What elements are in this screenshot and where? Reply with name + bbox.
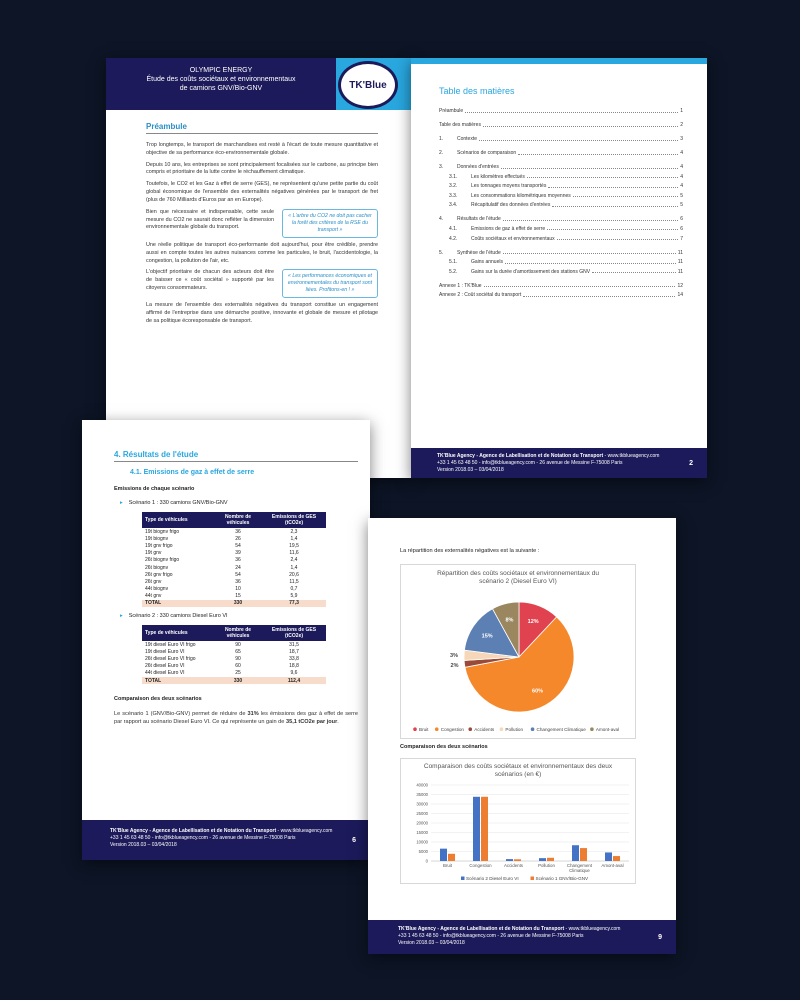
toc-entry-label: Annexe 2 : Coût sociétal du transport — [439, 292, 522, 299]
toc-entry[interactable] — [439, 183, 683, 189]
toc-entry-number: 3.4. — [449, 202, 458, 209]
toc-entry-page: 7 — [680, 235, 683, 242]
pie-chart-box — [400, 564, 636, 739]
toc-entry-number: 3. — [439, 164, 444, 170]
toc-entry[interactable] — [439, 150, 683, 156]
footer-website: - www.tkblueagency.com — [276, 828, 333, 834]
table-row — [142, 663, 326, 670]
toc-entry-label: Gains annuels — [471, 259, 503, 266]
daily-gain: 35,1 tCO2e par jour — [285, 719, 338, 726]
cell-emissions: 11,5 — [289, 578, 299, 585]
footer-contact: +33 1 45 63 48 50 - info@tkblueagency.com - 26 avenue de Messine F-75008 Paris — [398, 932, 584, 939]
cell-emissions: 11,6 — [289, 550, 299, 557]
x-tick-label: Amont-aval — [601, 863, 624, 868]
cell-emissions: 33,8 — [289, 656, 299, 663]
section-heading-resultats: 4. Résultats de l'étude — [114, 450, 358, 462]
cell-vehicle-type: 19t gnv — [145, 550, 162, 557]
cell-emissions: 2,4 — [290, 557, 298, 564]
toc-dot-leader — [503, 250, 676, 255]
toc-entry-page: 2 — [680, 122, 683, 128]
cell-total-label: TOTAL — [142, 600, 214, 607]
toc-entry[interactable] — [439, 108, 683, 114]
cell-emissions: 18,7 — [289, 648, 299, 655]
section-heading-preambule: Préambule — [146, 122, 378, 134]
toc-entry-number: 5.1. — [449, 259, 458, 266]
tkblue-logo — [338, 61, 398, 109]
x-tick-label: Climatique — [569, 868, 590, 873]
cell-emissions: 2,3 — [290, 528, 298, 535]
table-row — [142, 528, 326, 535]
toc-entry-label: Scénarios de comparaison — [457, 150, 517, 156]
bullet-arrow-icon: ▸ — [120, 613, 123, 620]
pie-slice-label: 60% — [532, 688, 544, 695]
cell-total-count: 330 — [214, 600, 262, 607]
bar — [481, 797, 488, 861]
toc-dot-leader — [548, 183, 678, 188]
toc-entry[interactable] — [439, 193, 683, 199]
toc-top-bar — [411, 58, 707, 64]
page-resultats — [82, 420, 370, 860]
toc-dot-leader — [484, 283, 676, 288]
col-header-emissions: Emissions de GES (tCO2e) — [262, 625, 326, 641]
legend-swatch — [531, 877, 535, 881]
y-tick-label: 35000 — [416, 792, 428, 797]
col-header-count: Nombre de véhicules — [214, 512, 262, 528]
toc-entry[interactable] — [439, 292, 683, 298]
col-header-count: Nombre de véhicules — [214, 625, 262, 641]
cell-vehicle-type: 19t biognv — [145, 535, 169, 542]
toc-dot-leader — [501, 164, 678, 169]
footer — [411, 448, 707, 478]
pie-slice-label: 2% — [450, 663, 459, 670]
toc-dot-leader — [523, 292, 675, 297]
y-tick-label: 10000 — [416, 839, 428, 845]
x-tick-label: Bruit — [442, 863, 453, 868]
toc-entry[interactable] — [439, 216, 683, 222]
legend-label: Accidents — [474, 727, 495, 732]
cell-vehicle-count: 90 — [235, 656, 241, 663]
cell-vehicle-count: 25 — [235, 670, 241, 677]
cell-vehicle-count: 54 — [235, 542, 241, 549]
emissions-table-scenario-1 — [142, 512, 326, 607]
toc-entry-label: Synthèse de l'étude — [457, 249, 501, 256]
cell-vehicle-count: 65 — [235, 648, 241, 655]
table-row — [142, 655, 326, 662]
preambule-para-7: La mesure de l'ensemble des externalités négatives du transport constitue un engagement affirmé de l'entreprise dans une démarche positive, innovante et globale de mesure et pilotage de sa politique écoresponsable de transport. — [146, 302, 378, 325]
toc-entry-label: Annexe 1 : TK'Blue — [439, 282, 482, 289]
toc-entry-label: Les consommations kilométriques moyennes — [471, 192, 571, 199]
toc-entry[interactable] — [439, 269, 683, 275]
reduction-percent: 31% — [247, 711, 259, 718]
comparison-text-part: Le scénario 1 (GNV/Bio-GNV) permet de réduire de — [114, 711, 248, 718]
bar — [448, 854, 455, 861]
toc-entry-label: Contexte — [457, 136, 478, 142]
legend-label: Pollution — [505, 727, 524, 732]
toc-entry-page: 11 — [677, 268, 683, 275]
x-tick-label: Pollution — [538, 863, 555, 868]
toc-entry-number: 4.1. — [449, 225, 458, 232]
cell-total-emissions: 77,3 — [262, 600, 326, 607]
toc-entry[interactable] — [439, 236, 683, 242]
cell-vehicle-type: 44t gnv — [145, 593, 162, 600]
comparison-text-part: les émissions des gaz à effet de serre par rapport au scénario Diesel Euro VI. Ce qui représente un gain de — [114, 711, 358, 726]
pie-chart — [401, 565, 637, 740]
toc-entry[interactable] — [439, 122, 683, 128]
intro-text: La répartition des externalités négatives est la suivante : — [400, 548, 540, 554]
pie-legend — [413, 727, 619, 732]
toc-entry-number: 3.2. — [449, 183, 458, 190]
quote-performance: « Les performances économiques et environnementales du transport sont liées. Profitons-en ! » — [282, 269, 378, 298]
footer-agency: TK'Blue Agency - Agence de Labellisation et de Notation du Transport — [437, 453, 604, 459]
toc-entry[interactable] — [439, 202, 683, 208]
cell-vehicle-count: 10 — [235, 586, 241, 593]
toc-heading: Table des matières — [439, 86, 515, 96]
legend-swatch — [590, 727, 594, 731]
table-row — [142, 571, 326, 578]
x-tick-label: Accidents — [503, 863, 524, 868]
toc-dot-leader — [552, 202, 678, 207]
cell-emissions: 20,6 — [289, 571, 299, 578]
cell-vehicle-type: 19t biognv frigo — [145, 528, 180, 535]
bar — [514, 859, 521, 861]
scenario-2-text: Scénario 2 : 330 camions Diesel Euro VI — [128, 613, 228, 620]
scenario-1-label — [120, 500, 358, 506]
pie-slice-label: 3% — [450, 652, 459, 659]
toc-entry-label: Coûts sociétaux et environnementaux — [471, 235, 555, 242]
toc-entry-number: 4. — [439, 216, 444, 223]
toc-entry[interactable] — [439, 136, 683, 142]
toc-entry-page: 5 — [680, 202, 683, 209]
cell-vehicle-type: 26t gnv — [145, 578, 162, 585]
toc-entry[interactable] — [439, 164, 683, 170]
cell-vehicle-type: 44t diesel Euro VI — [145, 670, 185, 677]
toc-entry-label: Préambule — [439, 108, 464, 114]
toc-dot-leader — [479, 136, 678, 141]
bar — [605, 852, 612, 861]
toc-entry-label: Table des matières — [439, 122, 481, 128]
cell-vehicle-type: 19t diesel Euro VI — [145, 648, 185, 655]
comparison-text — [114, 710, 358, 726]
table-total-row — [142, 600, 326, 607]
toc-dot-leader — [518, 150, 678, 155]
footer-contact: +33 1 45 63 48 50 - info@tkblueagency.com - 26 avenue de Messine F-75008 Paris — [110, 834, 296, 841]
sub-heading-ges: 4.1. Emissions de gaz à effet de serre — [130, 469, 255, 476]
toc-entry-number: 5. — [439, 249, 444, 256]
table-row — [142, 564, 326, 571]
cell-vehicle-count: 24 — [235, 564, 241, 571]
toc-dot-leader — [465, 108, 678, 113]
preambule-para-3: Toutefois, le CO2 et les Gaz à effet de serre (GES), ne représentent qu'une petite partie du coût global économique de l'ensemble des externalités négatives générées par le transport de fret (plus de 760 Milliards d'Euros par an en Europe). — [146, 181, 378, 203]
footer-contact: +33 1 45 63 48 50 - info@tkblueagency.com - 26 avenue de Messine F-75008 Paris — [437, 459, 623, 466]
pie-slice-label: 8% — [505, 617, 514, 624]
bar — [572, 845, 579, 861]
table-row — [142, 550, 326, 557]
toc-dot-leader — [547, 226, 678, 231]
toc-entry-page: 4 — [680, 150, 683, 156]
cell-vehicle-count: 60 — [235, 663, 241, 670]
cell-emissions: 1,4 — [290, 564, 298, 571]
comparison-text-part: . — [337, 719, 339, 726]
toc-entry[interactable] — [439, 259, 683, 265]
legend-swatch — [531, 727, 535, 731]
toc-entry-label: Données d'entrées — [457, 164, 499, 170]
toc-entry[interactable] — [439, 174, 683, 180]
toc-entry-page: 6 — [680, 216, 683, 223]
page-number: 2 — [689, 460, 693, 467]
scenario-2-label — [120, 613, 358, 619]
table-row — [142, 586, 326, 593]
cell-vehicle-count: 15 — [235, 593, 241, 600]
toc-entry-page: 11 — [677, 259, 683, 266]
legend-swatch — [413, 727, 417, 731]
toc-entry-page: 12 — [677, 282, 683, 289]
toc-entry-number: 3.1. — [449, 173, 458, 180]
footer — [82, 820, 370, 860]
footer-version: Version 2018.03 – 03/04/2018 — [110, 841, 177, 848]
y-tick-label: 30000 — [416, 801, 428, 807]
x-tick-label: Changement — [566, 863, 593, 868]
cell-vehicle-type: 26t gnv frigo — [145, 571, 173, 578]
cell-vehicle-type: 26t diesel Euro VI — [145, 663, 185, 670]
toc-entry-number: 4.2. — [449, 235, 458, 242]
table-row — [142, 648, 326, 655]
cell-vehicle-count: 36 — [235, 578, 241, 585]
toc-entry[interactable] — [439, 283, 683, 289]
table-row — [142, 670, 326, 677]
toc-entry-number: 1. — [439, 136, 444, 142]
toc-entry-label: Résultats de l'étude — [457, 216, 501, 223]
footer-agency: TK'Blue Agency - Agence de Labellisation et de Notation du Transport — [398, 926, 565, 932]
table-row — [142, 641, 326, 648]
toc-entry-page: 4 — [680, 164, 683, 170]
toc-entry[interactable] — [439, 250, 683, 256]
bar-chart-box — [400, 758, 636, 884]
preambule-para-5: Une réelle politique de transport éco-performante doit aujourd'hui, pour être crédible, prendre aussi en compte toutes les autres nuisances comme les particules, le bruit, l'accidentologie, la congestion, la pollution de l'air, etc. — [146, 241, 378, 264]
cell-vehicle-count: 90 — [235, 641, 241, 648]
cell-vehicle-type: 19t diesel Euro VI frigo — [145, 641, 196, 648]
toc-entry-page: 1 — [680, 108, 683, 114]
comparison-heading: Comparaison des deux scénarios — [400, 744, 488, 750]
bar — [473, 797, 480, 861]
legend-swatch — [435, 727, 439, 731]
pie-slice-label: 15% — [481, 633, 493, 640]
y-tick-label: 15000 — [416, 830, 428, 835]
cell-emissions: 1,4 — [290, 535, 298, 542]
pie-chart-title: Répartition des coûts sociétaux et environnementaux du scénario 2 (Diesel Euro VI) — [437, 570, 599, 586]
bar-chart-title: Comparaison des coûts sociétaux et environnementaux des deux scénarios (en €) — [423, 763, 613, 779]
toc-dot-leader — [505, 259, 676, 264]
page-charts — [368, 518, 676, 954]
page-number: 6 — [352, 837, 356, 844]
toc-dot-leader — [527, 174, 678, 179]
bar — [506, 859, 513, 861]
cell-vehicle-type: 19t gnv frigo — [145, 542, 173, 549]
cell-vehicle-type: 26t diesel Euro VI frigo — [145, 656, 196, 663]
cell-total-label: TOTAL — [142, 677, 214, 684]
table-row — [142, 535, 326, 542]
footer-website: - www.tkblueagency.com — [564, 926, 621, 932]
bar-chart — [401, 759, 637, 885]
emissions-table-scenario-2 — [142, 625, 326, 684]
emissions-heading: Emissions de chaque scénario — [114, 486, 195, 492]
table-row — [142, 578, 326, 585]
col-header-emissions: Emissions de GES (tCO2e) — [262, 512, 326, 528]
footer-version: Version 2018.03 – 03/04/2018 — [398, 939, 465, 946]
logo-text: TK'Blue — [349, 79, 387, 91]
toc-entry-page: 3 — [680, 136, 683, 142]
cell-vehicle-type: 44t biognv — [145, 586, 169, 593]
toc-dot-leader — [573, 193, 678, 198]
cell-vehicle-count: 39 — [235, 550, 241, 557]
toc-dot-leader — [592, 269, 676, 274]
bar — [547, 858, 554, 861]
page-preambule — [106, 58, 411, 478]
cell-vehicle-count: 36 — [235, 557, 241, 564]
y-tick-label: 20000 — [416, 820, 428, 826]
cell-emissions: 5,9 — [290, 593, 298, 600]
toc-entry-label: Emissions de gaz à effet de serre — [471, 225, 546, 232]
cell-vehicle-count: 36 — [235, 528, 241, 535]
toc-entry-label: Gains sur la durée d'amortissement des stations GNV — [471, 268, 591, 275]
legend-label: Scénario 2 Diesel Euro VI — [466, 876, 519, 881]
bar — [580, 848, 587, 861]
toc-entry-label: Récapitulatif des données d'entrées — [471, 202, 551, 209]
comparison-heading: Comparaison des deux scénarios — [114, 696, 202, 703]
cell-emissions: 19,5 — [289, 542, 299, 549]
toc-entry-number: 2. — [439, 150, 444, 156]
toc-entry-page: 4 — [680, 183, 683, 190]
legend-swatch — [500, 727, 504, 731]
scenario-1-text: Scénario 1 : 330 camions GNV/Bio-GNV — [128, 500, 228, 506]
bar-legend — [461, 876, 589, 881]
table-row — [142, 557, 326, 564]
preambule-para-1: Trop longtemps, le transport de marchandises est resté à l'écart de toute mesure quantitative et objective de sa performance éco-environnementale globale. — [146, 142, 378, 156]
legend-label: Scénario 1 GNV/Bio-GNV — [535, 876, 589, 881]
bullet-arrow-icon: ▸ — [120, 500, 123, 506]
pie-slice-label: 12% — [527, 619, 539, 626]
toc-dot-leader — [557, 236, 679, 241]
cell-emissions: 0,7 — [290, 586, 298, 593]
cell-vehicle-count: 54 — [235, 571, 241, 578]
cell-vehicle-type: 26t biognv frigo — [145, 557, 180, 564]
cell-vehicle-type: 26t biognv — [145, 564, 169, 571]
preambule-para-2: Depuis 10 ans, les entreprises se sont principalement focalisées sur le carbone, au principe bien compris et prioritaire de la lutte contre le réchauffement climatique. — [146, 161, 378, 176]
y-tick-label: 0 — [425, 858, 428, 864]
toc-entry-page: 5 — [680, 192, 683, 199]
x-tick-label: Congestion — [469, 863, 492, 868]
legend-label: Bruit — [419, 727, 429, 732]
preambule-para-4: Bien que nécessaire et indispensable, cette seule mesure du CO2 ne saurait donc refléter la dimension environnementale globale du transport. — [146, 208, 274, 231]
legend-label: Changement Climatique — [536, 727, 586, 732]
toc-entry-page: 4 — [680, 173, 683, 180]
toc-dot-leader — [503, 216, 678, 221]
footer-version: Version 2018.03 – 03/04/2018 — [437, 466, 504, 473]
footer — [368, 920, 676, 954]
toc-dot-leader — [483, 122, 678, 127]
bar — [539, 858, 546, 861]
toc-entry[interactable] — [439, 226, 683, 232]
legend-label: Amont-aval — [595, 727, 620, 732]
y-tick-label: 40000 — [416, 782, 428, 788]
report-company: OLYMPIC ENERGY — [189, 67, 253, 74]
toc-entry-number: 5.2. — [449, 268, 458, 275]
legend-swatch — [468, 727, 472, 731]
toc-list — [439, 108, 683, 298]
page-number: 9 — [658, 934, 662, 941]
cell-emissions: 18,8 — [289, 663, 299, 670]
report-title-line2: de camions GNV/Bio-GNV — [179, 85, 263, 92]
footer-website: - www.tkblueagency.com — [603, 453, 660, 459]
y-tick-label: 5000 — [418, 849, 428, 854]
table-row — [142, 593, 326, 600]
toc-entry-page: 6 — [680, 225, 683, 232]
quote-co2: « L'arbre du CO2 ne doit pas cacher la forêt des critères de la RSE du transport » — [282, 209, 378, 238]
toc-entry-page: 14 — [677, 292, 683, 299]
col-header-type: Type de véhicules — [142, 625, 214, 641]
y-tick-label: 25000 — [416, 811, 428, 816]
footer-agency: TK'Blue Agency - Agence de Labellisation et de Notation du Transport — [110, 828, 277, 834]
col-header-type: Type de véhicules — [142, 512, 214, 528]
report-title-line1: Étude des coûts sociétaux et environnementaux — [146, 76, 296, 83]
bar — [613, 856, 620, 861]
cell-emissions: 31,5 — [289, 641, 299, 648]
cell-emissions: 9,6 — [290, 670, 298, 677]
toc-entry-number: 3.3. — [449, 192, 458, 199]
toc-entry-label: Les tonnages moyens transportés — [471, 183, 547, 190]
table-row — [142, 542, 326, 549]
bar — [440, 849, 447, 861]
cell-vehicle-count: 26 — [235, 535, 241, 542]
cell-total-emissions: 112,4 — [262, 677, 326, 684]
legend-label: Congestion — [440, 727, 464, 732]
toc-entry-page: 11 — [677, 249, 683, 256]
preambule-para-6: L'objectif prioritaire de chacun des acteurs doit être de baisser ce « coût sociétal » supporté par les citoyens consommateurs. — [146, 269, 274, 291]
table-total-row — [142, 677, 326, 684]
title-banner — [106, 58, 336, 110]
cell-total-count: 330 — [214, 677, 262, 684]
legend-swatch — [461, 877, 465, 881]
toc-entry-label: Les kilomètres effectués — [471, 173, 525, 180]
page-table-of-contents — [411, 58, 707, 478]
